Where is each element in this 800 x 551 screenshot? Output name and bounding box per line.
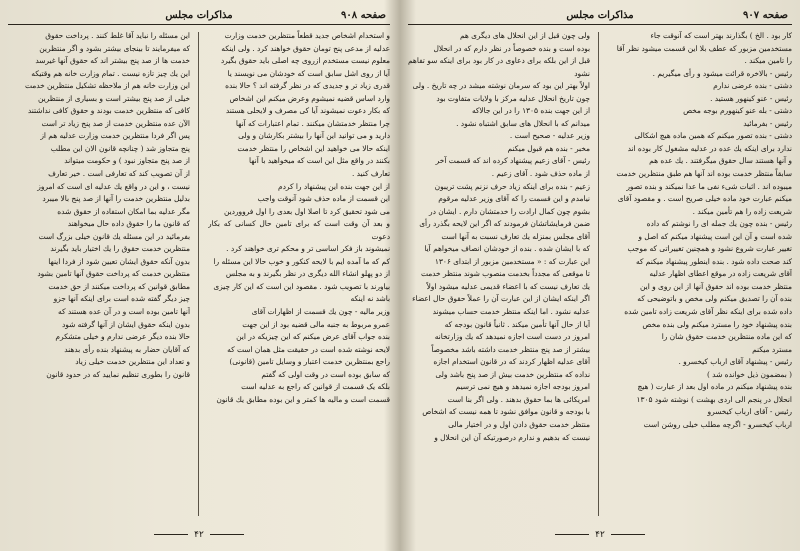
text-line: ولی چون قبل از این انحلال های دیگری هم [459, 31, 590, 40]
text-line: این عبارت که : « مستخدمین مزبور از ابتدای ۱۳۰۶ [434, 256, 590, 266]
text-line: از آن تصویب کند که تعارفی است . خیر تعارف [48, 169, 190, 179]
text-line: را تامین میکند . [744, 56, 792, 66]
text-line: دشتی - بنده تصور میکنم که همین ماده هیچ اشکالی [634, 131, 792, 141]
text-line: الآن عده منتظرین خدمت از صد پنج زیاد تر است [41, 118, 190, 128]
text-line: می شود تحقیق کرد تا اصلا اول بعدی را اول فرووردین [224, 206, 390, 216]
text-line: سابقاً منتظر خدمت بوده اند آنها هم طبق منتظرین خدمت [616, 169, 792, 179]
left-page-header [8, 8, 390, 25]
left-page-footer [8, 529, 390, 541]
text-line: قدری زیاد تر و جدیدی که در نظر گرفته اند ؟ حالا بنده [225, 81, 390, 91]
right-page-number: صفحه ۹۰۷ [743, 10, 788, 21]
text-line: ( بمضمون ذیل خوانده شد ) [706, 369, 792, 379]
text-line: این وزارت خانه هم از ملاحظه تشکیل منتظرین خدمت [25, 81, 190, 91]
text-line: کار بود . الخ ) بگذارند بهتر است که آنوقت جاء [650, 31, 792, 40]
text-line: رئیس - آقای زعیم پیشنهاد کرده اند که قسمت آخر [435, 156, 590, 166]
text-line: میکنم عبارت خود ماده خیلی صریح است . و مقصود آقای [617, 194, 792, 204]
text-line: منتظر خدمت بوده اند حقوق آنها از این روی و این [640, 281, 792, 291]
text-line: رئیس - پیشنهاد آقای ارباب کیخسرو . [678, 357, 792, 367]
text-line: شریعت زاده را هم تأمین میکند . [692, 206, 792, 216]
text-line: لایحه نوشته شده است در حقیقت مثل همان است که [227, 344, 390, 354]
text-line: کم که ما آمده ایم با لایحه کنکور و خوب حالا این مسئله را [213, 256, 390, 266]
text-line: تا موقعی که مجدداً بخدمت منصوب شوند منتظر خدمت [420, 269, 590, 279]
text-line: رئیس - بنده چون یك جمله ای را نوشتم که داده [646, 219, 792, 229]
text-line: مطابق قوانین که پرداخت میکنند از حق خدمت [48, 281, 190, 291]
text-line: رئیس - بفرمائید [743, 118, 792, 128]
text-line: بیاورند با تصویب شود . مقصود این است که این کار چیزی [213, 281, 390, 291]
text-line: دشتی - بله عنو کینهورم بوجه مخص [683, 106, 792, 116]
text-line: چیز دیگر گفته شده است برای اینکه آنها جزو [53, 294, 190, 304]
right-page [408, 0, 792, 551]
left-page-column-right [208, 30, 390, 518]
text-line: از این جهت بنده این پیشنهاد را کردم [278, 181, 390, 191]
left-page-column-left [8, 30, 190, 518]
text-line: حالا بنده دیگر عرضی ندارم و خیلی متشکرم [55, 332, 190, 342]
right-footer-number: ۴۲ [595, 530, 605, 540]
text-line: رئیس - آقای ارباب کیخسرو [707, 407, 792, 417]
text-line: بنده پیشنهاد خود را مسترد میکنم ولی بنده مخص [642, 319, 792, 329]
text-line: راجع بمنتظرین خدمت اعتبار و وسایل تامین (قانونی) [229, 357, 390, 367]
text-line: بکنند در واقع مثل این است که میخواهید با آنها [249, 156, 390, 166]
text-line: از این جهت بنده ۱۳۰۵ را در این جالاکه [471, 106, 590, 116]
text-line: این قسمت از ماده حذف شود آنوقت واجب [257, 194, 390, 204]
text-line: قسمت است و مالیه ها کمتر و این بوده مطابق یك قانون [216, 394, 390, 404]
text-line: که بکار دعوت نمیشوند آیا کی مصرف و لایحلی هستند [225, 106, 390, 116]
text-line: شده است و آن این است پیشنهاد میکنم که اصل و [638, 231, 792, 241]
text-line: بشوم چون کمال ارادت را خدمتشان دارم . ایشان در [429, 206, 590, 216]
text-line: پس اگر فردا منتظرین خدمت وزارت عدلیه هم از [40, 131, 190, 141]
text-line: منتظرین خدمت حقوق را یك اختیار باید بگیرند [50, 244, 190, 254]
right-page-column-right [610, 30, 792, 518]
text-line: زعیم - بنده برای اینکه زیاد حرف نزنم پشت تریبون [434, 181, 590, 191]
text-line: نیست ، و این در واقع یك عدلیه ای است که امروز [37, 181, 190, 191]
text-line: امروز بودجه اجازه نمیدهد و هیچ نمی ترسیم [455, 382, 590, 392]
text-line: آیا از روی اشل سابق است که خودشان می نویسند یا [227, 68, 390, 78]
text-line: بنده آن را تصدیق میکنم ولی مخص و باتوضیحی که [637, 294, 792, 304]
text-line: تغییر عبارت شروع نشود و همچنین تغییراتی که موجب [627, 244, 792, 254]
left-page [8, 0, 390, 551]
left-footer-number: ۴۲ [194, 530, 204, 540]
text-line: ضمن فرمایشاتشان فرمودند که اگر این لایحه بگذرد رأی [419, 219, 590, 229]
text-line: قانون را بطوری تنظیم نمایید که در حدود قانون [46, 369, 190, 379]
text-line: بنده پیشنهاد میکنم در ماده اول بعد از عبارت ( هیچ [637, 382, 792, 392]
text-line: بیشتر از صد پنج منتظر خدمت داشته باشد مخصوصاً [431, 344, 590, 354]
text-line: اولاً بهتر این بود که سرمان نوشته میشد در چه تاریخ . ولی [412, 81, 590, 91]
text-line: میدانم که با انحلال های سابق اشتباه نشود . [456, 118, 590, 128]
text-line: نداده که منتظرین خدمت بیش از صد پنج باشد ولی [435, 369, 590, 379]
text-line: داده شده برای اینکه نظر آقای شریعت زاده تامین شده [624, 307, 792, 317]
right-column-divider [598, 32, 599, 516]
text-line: این یك چیز تازه نیست . تمام وزارت خانه هم وقتیکه [31, 68, 190, 78]
text-line: آنها تامین بوده است و در آن عده هستند که [58, 307, 190, 317]
text-line: و بعد آن وقت است که برای تامین حال کسانی که بکار دعوت [208, 219, 390, 241]
text-line: بلکه یک قسمت از قوانین که راجع به عدلیه است [241, 382, 390, 392]
text-line: که سابق بوده است در وقت اولی که گفتم [261, 369, 390, 379]
right-page-header [408, 8, 792, 25]
text-line: عمرو مربوط به جنبه مالی قضیه بود از این جهت [242, 319, 390, 329]
text-line: امروز در دست است اجازه نمیدهد که یك وزارتخانه [434, 332, 590, 342]
right-running-title: مذاکرات مجلس [566, 10, 634, 21]
text-line: و تعداد این منتظرین خدمت خیلی زیاد [75, 357, 190, 367]
text-line: ندارد برای اینکه یك عده در عدلیه مشغول کار بوده اند [627, 143, 792, 153]
text-line: بدون آنکه حقوق ایشان تعیین شود از فردا اینها [48, 256, 190, 266]
text-line: عدلیه از مدعی پنج تومان حقوق خواهند کرد . ولی اینکه [221, 43, 390, 53]
text-line: از صد پنج متجاوز نبود ) و حکومت میتواند [64, 156, 190, 166]
left-column-divider [198, 32, 199, 516]
text-line: وارد اساس قضیه نمیشوم وعرض میکنم این اشخاص [229, 93, 390, 103]
text-line: که آقایان حضار به پیشنهاد بنده رأی بدهند [64, 344, 190, 354]
text-line: بدون اینکه حقوق ایشان از آنها گرفته شود [61, 319, 190, 329]
text-line: منتظر خدمت حقوق دادن اول و در اختیار مالی [448, 419, 590, 429]
text-line: ارباب کیخسرو - اگرچه مطلب خیلی روشن است [643, 419, 792, 429]
text-line: اگر اینکه ایشان از این عبارت آن را عملاً حقوق حال اعضاء [412, 294, 590, 304]
text-line: با بودجه و قانون موافق نشود تا همه نیست که اشخاص [422, 407, 590, 417]
text-line: انحلال در پنجم الی اردی بهشت ) نوشته شود ۱۳۰۵ [636, 394, 792, 404]
text-line: نیست که بدهیم و ندارم درصورتیکه آن این انحلال و [434, 432, 590, 442]
text-line: و آنها هستند سال حقوق میگرفتند . یك عده هم [649, 156, 792, 166]
text-line: عدلیه نشود . اما اینکه منتظر خدمت حساب میشوند [432, 307, 590, 317]
text-line: یك تعارف نیست که با اعضاء قدیمی عدلیه میشود اولاً [426, 281, 590, 291]
text-line: کند صحت داده شود . بنده اینطور پیشنهاد میکنم که [635, 256, 792, 266]
text-line: رئیس - عنو کینهور هستید . [710, 93, 792, 103]
text-line: نمیشوند باز فکر اساسی تر و محکم تری خواهند کرد . [226, 244, 390, 254]
text-line: آقای عدلیه اظهار کردند که در قانون استخدام اجازه [433, 357, 590, 367]
text-line: اینکه حالا می خواهید این اشخاص را منتظر خدمت [237, 143, 390, 153]
text-line: دشتی - بنده عرضی ندارم [713, 81, 792, 91]
text-line: آقای شریعت زاده در موقع اعطای اظهار عدلیه [649, 269, 792, 279]
right-page-column-left [408, 30, 590, 518]
left-running-title: مذاکرات مجلس [165, 10, 233, 21]
text-line: که با ایشان شده . بنده از خودشان انصاف میخواهم آیا [424, 244, 590, 254]
text-line: خدمت ها از صد پنج بیشتر اند که حقوق آنها غیرسد [35, 56, 190, 66]
text-line: مسترد میکنم [752, 344, 792, 354]
text-line: تعارف کنید . [351, 169, 390, 179]
text-line: بفرمائید در این مسئله یك قانون خیلی بزرگ است [38, 231, 190, 241]
text-line: و استخدام اشخاص جدید قطعاً منتظرین خدمت وزارت [224, 31, 390, 40]
text-line: که این ماده منتظرین خدمت حقوق شان را [661, 332, 792, 342]
text-line: مخبر - بنده هم قبول میکنم [507, 143, 590, 153]
text-line: باشد نه اینکه [350, 294, 390, 304]
text-line: وزیر مالیه - چون یك قسمت از اظهارات آقای [251, 307, 390, 317]
text-line: بوده است و بنده خصوصاً در نظر دارم که در انحلال [433, 43, 590, 53]
text-line: بدلیل منتظرین خدمت را آنها از صد پنج بالا میبرد [42, 194, 190, 204]
text-line: این مسئله را نباید آقا غلط کنند . پرداخت حقوق [45, 31, 190, 40]
text-line: رئیس - بالاخره قرائت میشود و رأی میگیریم . [652, 68, 792, 78]
text-line: خیلی از صد پنج بیشتر است و بسیاری از منتظرین [38, 93, 190, 103]
text-line: از ماده حذف شود . آقای زعیم . [491, 169, 590, 179]
text-line: چرا منتظر خدمتشان میکنند . تمام اعتبارات که آنها [235, 118, 390, 128]
text-line: میبوده اند . اثبات شیء نفی ما عدا نمیکند و بنده تصور [626, 181, 792, 191]
text-line: پنج متجاوز شد ( چنانچه قانون الان این مطلب [50, 143, 190, 153]
text-line: دارید و می توانید این آنها را بیشتر بکارشان و ولی [238, 131, 390, 141]
text-line: منتظرین خدمت که پرداخت حقوق آنها تامین بشود [37, 269, 190, 279]
text-line: بنده جواب آقای عرض میکنم که این چیزیکه در این [236, 332, 390, 342]
text-line: مستخدمین مزبور که عطف بلا این قسمت میشود نظر آقا [616, 43, 792, 53]
text-line: چون تاریخ انحلال عدلیه مرکز با ولایات متفاوت بود [436, 93, 590, 103]
right-page-footer [408, 529, 792, 541]
text-line: آقای مجلس بمنزله یك تعارف نسبت به آنها است [441, 231, 590, 241]
text-line: معلوم نیست مستخدم ازروی چه اصلی باید حقوق بگیرد [220, 56, 390, 66]
text-line: آیا از حال آنها تأمین میکند . ثانیاً قانون بودجه که [444, 319, 590, 329]
text-line: که قانون ما را حقوق داده حال میخواهند [67, 219, 190, 229]
left-page-number: صفحه ۹۰۸ [341, 10, 386, 21]
text-line: مگر عدلیه بما امکان استفاده از حقوق شده [57, 206, 190, 216]
text-line: قبل از این بلکه برای دعاوی در کار بود برای اینکه سو تفاهم نشود [408, 56, 590, 78]
text-line: وزیر عدلیه - صحیح است . [509, 131, 590, 141]
text-line: از دو پهلو انشاء الله دیگری در نظر بگیرند و به مجلس [225, 269, 390, 279]
text-line: نیامدم و این قسمت را که آقای وزیر عدلیه مرقوم [438, 194, 590, 204]
text-line: که میفرمایند تا بینجای بیشتر بشود و اگر منتظرین [39, 43, 190, 53]
text-line: کافی که منتظرین خدمت بودند و حقوق کافی نداشتند [27, 106, 190, 116]
text-line: امریکائی ها بما حقوق بدهند . ولی اگر بنا است [447, 394, 590, 404]
